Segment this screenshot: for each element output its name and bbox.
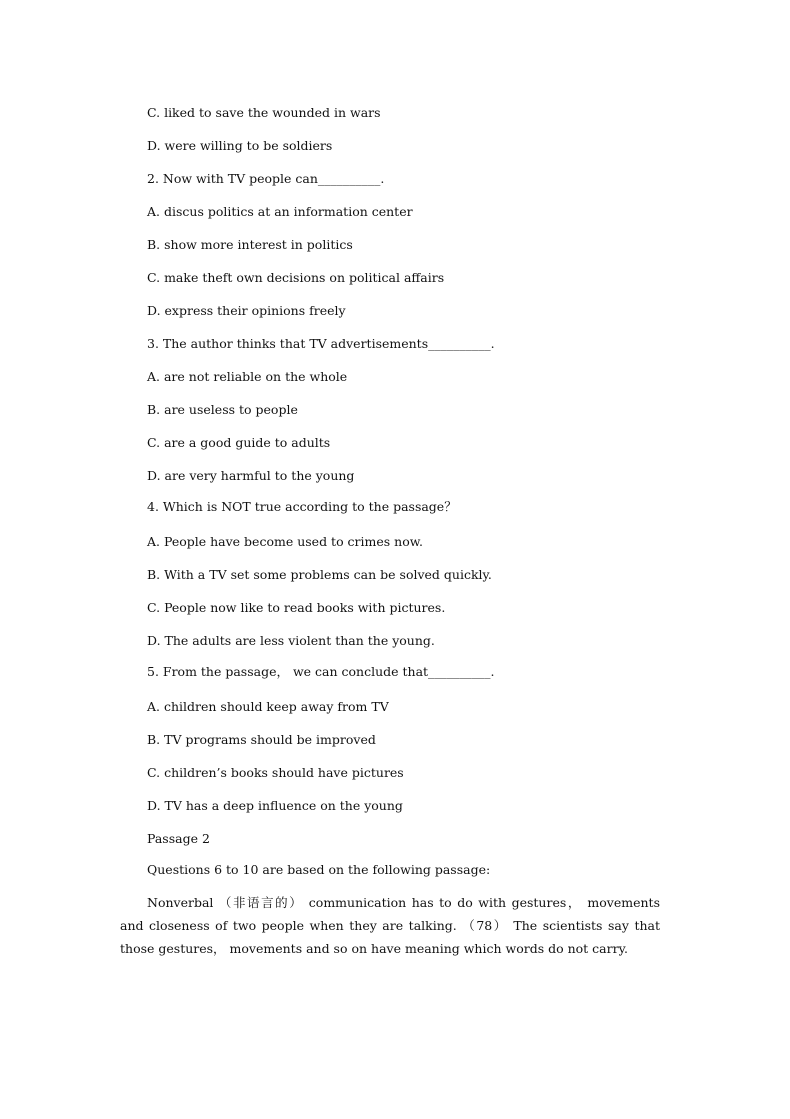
option-b-q5: B. TV programs should be improved (147, 732, 376, 747)
passage-paragraph (120, 891, 660, 960)
question-2: 2. Now with TV people can__________. (147, 171, 385, 186)
option-c-q4: C. People now like to read books with pictures. (147, 600, 446, 615)
question-5: 5. From the passage， we can conclude that__________. (147, 664, 495, 679)
question-4: 4. Which is NOT true according to the passage？ (147, 499, 457, 514)
option-c-q2: C. make theft own decisions on political affairs (147, 270, 445, 285)
option-b-q3: B. are useless to people (147, 402, 298, 417)
passage-paragraph-text: Nonverbal （非语言的） communication has to do with gestures， movements and closeness of two people when they are talking. （78） The scientists say that those gestures， movements and so on have meaning which words do not carry. (120, 895, 660, 956)
option-d-q2: D. express their opinions freely (147, 303, 346, 318)
question-3: 3. The author thinks that TV advertisements__________. (147, 336, 495, 351)
option-b-q2: B. show more interest in politics (147, 237, 353, 252)
passage-instructions: Questions 6 to 10 are based on the following passage: (147, 862, 491, 877)
option-a-q3: A. are not reliable on the whole (147, 369, 348, 384)
option-d-q4: D. The adults are less violent than the young. (147, 633, 435, 648)
option-d-q3: D. are very harmful to the young (147, 468, 355, 483)
option-d-q5: D. TV has a deep influence on the young (147, 798, 403, 813)
option-a-q2: A. discus politics at an information center (147, 204, 413, 219)
passage-heading: Passage 2 (147, 831, 210, 846)
option-b-q4: B. With a TV set some problems can be solved quickly. (147, 567, 492, 582)
option-c-q5: C. children’s books should have pictures (147, 765, 404, 780)
option-a-q5: A. children should keep away from TV (147, 699, 389, 714)
option-a-q4: A. People have become used to crimes now. (147, 534, 423, 549)
option-c-q1: C. liked to save the wounded in wars (147, 105, 381, 120)
option-d-q1: D. were willing to be soldiers (147, 138, 333, 153)
option-c-q3: C. are a good guide to adults (147, 435, 331, 450)
